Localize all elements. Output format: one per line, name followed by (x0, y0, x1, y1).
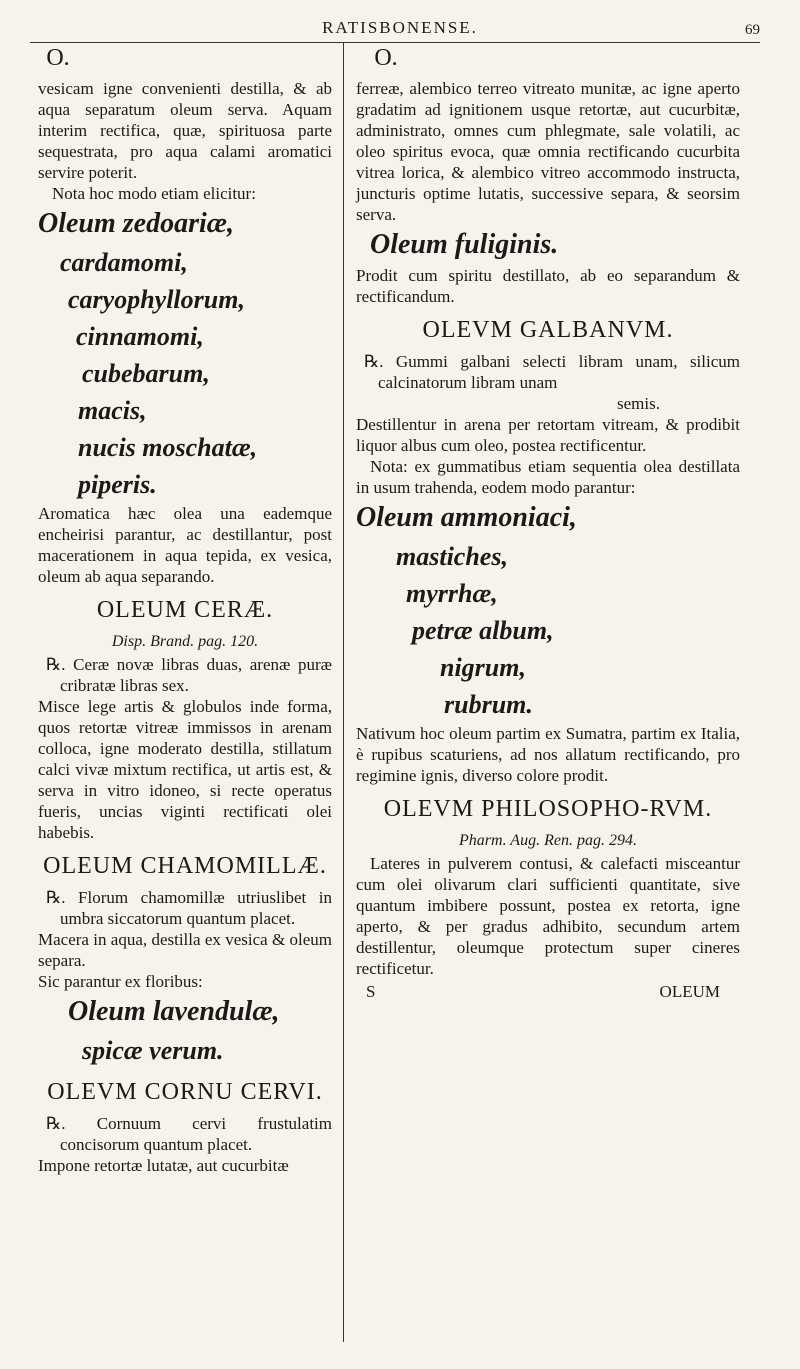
oil-list (356, 498, 740, 723)
section-heading: OLEUM CERÆ. (96, 597, 274, 623)
paragraph: Sic parantur ex floribus: (38, 972, 203, 991)
ingredient-continuation: semis. (617, 394, 660, 413)
ingredients: ℞. Cornuum cervi frustulatim concisorum quantum placet. (46, 1114, 332, 1154)
reference: Disp. Brand. pag. 120. (111, 633, 259, 650)
paragraph: Misce lege artis & globulos inde forma, quos retortæ vitreæ immissos in arenam colloca, igne moderato destilla, stillatum calci vivæ mixtum rectifica, ut artis est, & serva in vitro idoneo, si recte operatus fueris, uncias viginti rectificati olei habebis. (38, 697, 332, 842)
section-heading: OLEUM CHAMOMILLÆ. (43, 853, 327, 879)
oil-name: piperis. (78, 470, 157, 499)
column-divider (343, 42, 344, 1342)
oil-name: Oleum ammoniaci, (356, 502, 577, 533)
oil-name: rubrum. (444, 690, 533, 719)
oil-name: mastiches, (396, 542, 508, 571)
section-heading: OLEVM PHILOSOPHO-RVM. (383, 796, 713, 822)
column-letter: O. (374, 45, 398, 71)
oil-name: caryophyllorum, (68, 285, 245, 314)
page-footer (356, 981, 740, 1002)
oil-name: nigrum, (440, 653, 526, 682)
oil-name: petræ album, (412, 616, 554, 645)
column-letter: O. (46, 45, 70, 71)
paragraph: vesicam igne convenienti destilla, & ab aqua separatum oleum serva. Aquam interim rectifica, quæ, spirituosa parte sequestrata, pro aqua calami aromatici servire poterit. (38, 79, 332, 182)
paragraph: Destillentur in arena per retortam vitream, & prodibit liquor albus cum oleo, postea rectificentur. (356, 415, 740, 455)
paragraph: Nota: ex gummatibus etiam sequentia olea destillata in usum trahenda, eodem modo parantur: (356, 457, 740, 497)
oil-name: Oleum lavendulæ, (68, 996, 280, 1027)
paragraph: Nativum hoc oleum partim ex Sumatra, partim ex Italia, è rupibus scaturiens, ad nos allatum rectificando, pro regimine ignis, diverso colore prodit. (356, 724, 740, 785)
oil-name: spicæ verum. (82, 1036, 224, 1065)
oil-name: Oleum fuliginis. (370, 229, 559, 260)
section-heading: OLEVM GALBANVM. (422, 317, 674, 343)
oil-name: Oleum zedoariæ, (38, 208, 234, 239)
oil-list (38, 204, 332, 503)
paragraph: Aromatica hæc olea una eademque encheirisi parantur, ac destillantur, post macerationem in aqua tepida, ex vesica, oleum ab aqua separando. (38, 504, 332, 586)
oil-name: myrrhæ, (406, 579, 498, 608)
signature-mark: S (366, 982, 376, 1001)
ingredients: ℞. Gummi galbani selecti libram unam, silicum calcinatorum libram unam (364, 352, 740, 392)
paragraph: Prodit cum spiritu destillato, ab eo separandum & rectificandum. (356, 266, 740, 306)
paragraph: Impone retortæ lutatæ, aut cucurbitæ (38, 1156, 289, 1175)
paragraph: Nota hoc modo etiam elicitur: (52, 184, 256, 203)
ingredients: ℞. Florum chamomillæ utriuslibet in umbra siccatorum quantum placet. (46, 888, 332, 928)
reference: Pharm. Aug. Ren. pag. 294. (459, 832, 637, 849)
paragraph: ferreæ, alembico terreo vitreato munitæ, ac igne aperto gradatim ad ignitionem usque retortæ, aut cucurbitæ, administrato, omnes cum phlegmate, sale volatili, ac oleo spiritus evoca, quæ omnia rectificando cucurbita vitrea lorica, & alembico vitreo accommodo instructa, juncturis optime lutatis, successive separa, & seorsim serva. (356, 79, 740, 224)
page-number: 69 (745, 22, 760, 38)
oil-name: macis, (78, 396, 147, 425)
right-column (356, 44, 740, 1002)
running-title: RATISBONENSE. (322, 18, 478, 37)
oil-name: cinnamomi, (76, 322, 204, 351)
header-rule (30, 42, 760, 43)
section-heading: OLEVM CORNU CERVI. (47, 1079, 323, 1105)
oil-name: cardamomi, (60, 248, 188, 277)
paragraph: Lateres in pulverem contusi, & calefacti misceantur cum olei olivarum clari sufficienti quantitate, sive quantum imbibere possunt, postea ex retorta, igne aperto, & per gradus adhibito, secundum artem destillentur, oleumque protectum super cineres rectificetur. (356, 854, 740, 978)
left-column (38, 44, 332, 1176)
catchword: OLEUM (659, 982, 720, 1001)
paragraph: Macera in aqua, destilla ex vesica & oleum separa. (38, 930, 332, 970)
ingredients: ℞. Ceræ novæ libras duas, arenæ puræ cribratæ libras sex. (46, 655, 332, 695)
oil-list (38, 992, 332, 1069)
oil-name: cubebarum, (82, 359, 210, 388)
oil-name: nucis moschatæ, (78, 433, 258, 462)
